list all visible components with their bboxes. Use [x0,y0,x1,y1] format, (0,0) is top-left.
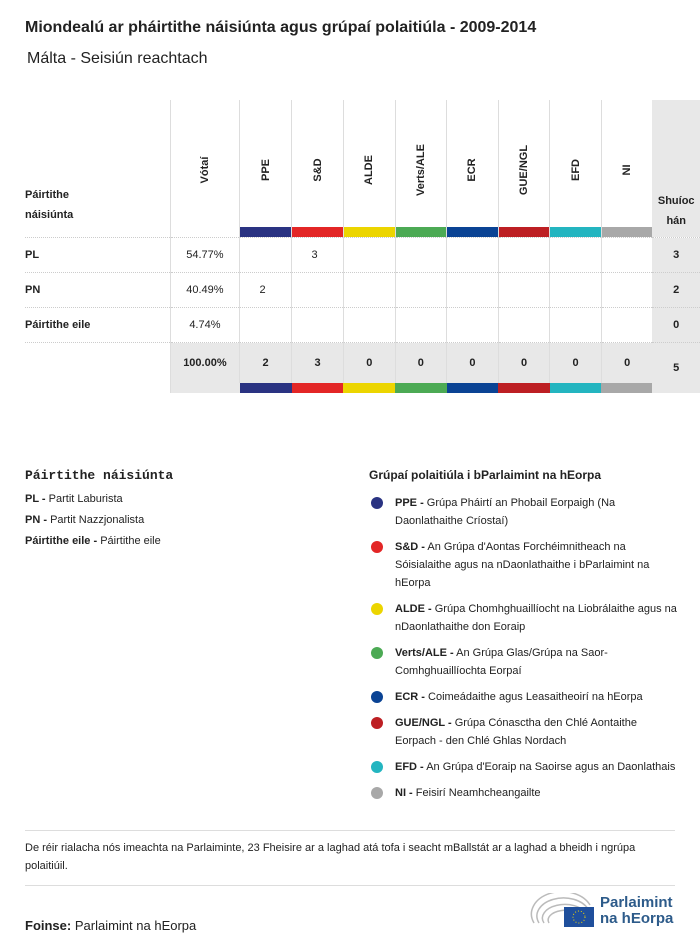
group-legend-text [395,688,643,706]
group-color-dot-icon [371,497,383,509]
party-name: PL [25,238,170,273]
seat-cell [550,273,602,308]
seat-cell [240,308,292,343]
page-subtitle: Málta - Seisiún reachtach [27,50,208,67]
group-full-name: An Grúpa d'Eoraip na Saoirse agus an Daonlathais [426,761,676,773]
groups-legend-title: Grúpaí polaitiúla i bParlaimint na hEorpa [369,468,602,482]
party-full-name: Partit Laburista [48,493,123,505]
group-color-dot-icon [371,787,383,799]
seat-cell [395,238,447,273]
group-color-bar [550,227,601,237]
group-color-bar [240,227,291,237]
footnote: De réir rialacha nós imeachta na Parlaiminte, 23 Fheisire ar a laghad atá tofa i seacht mBallstát ar a laghad a bheidh i ngrúpa polaitiúil. [25,830,675,886]
group-total: 0 [343,343,395,384]
group-full-name: An Grúpa d'Aontas Forchéimnitheach na Sóisialaithe agus na nDaonlathaithe i bParlaimint na hEorpa [395,541,650,589]
group-full-name: An Grúpa Glas/Grúpa na Saor-Comhghuaillíochta Eorpaí [395,647,608,677]
group-color-bar [292,227,343,237]
national-legend-item [25,535,173,547]
seat-cell [447,238,499,273]
group-color-bar [498,383,550,393]
source-text: Parlaimint na hEorpa [74,918,197,933]
group-abbr: ECR - [395,691,425,703]
totals-blank [25,343,170,384]
seat-cell [601,238,652,273]
seat-cell [292,308,344,343]
group-total: 3 [292,343,344,384]
page-title: Miondealú ar pháirtithe náisiúnta agus grúpaí polaitiúla - 2009-2014 [25,19,537,36]
group-color-bar [240,383,292,393]
group-total: 0 [447,343,499,384]
group-color-bar [395,383,447,393]
party-abbr: Páirtithe eile - [25,535,98,547]
national-legend-title: Páirtithe náisiúnta [25,468,174,483]
grand-total: 5 [652,343,700,394]
seat-cell: 2 [240,273,292,308]
seat-cell [395,308,447,343]
group-abbr: ALDE - [395,603,432,615]
seat-cell [498,308,550,343]
group-full-name: Grúpa Chomhghuaillíocht na Liobrálaithe agus na nDaonlathaithe don Eoraip [395,603,677,633]
group-color-bar [396,227,447,237]
group-legend-item [369,538,679,592]
group-header [292,100,344,238]
seat-cell [550,238,602,273]
group-total: 0 [498,343,550,384]
group-header [395,100,447,238]
votes-header [170,100,239,238]
party-abbr: PL - [25,493,46,505]
group-legend-item [369,758,679,776]
group-color-dot-icon [371,761,383,773]
votes-total: 100.00% [170,343,239,384]
groups-legend [369,468,679,810]
group-color-bar [601,383,652,393]
logo-text-1: Parlaimint [600,894,673,911]
seat-cell [601,273,652,308]
seats-header [652,100,700,238]
seat-cell [395,273,447,308]
group-legend-text [395,714,679,750]
group-legend-item [369,600,679,636]
group-header-label: EFD [569,159,582,181]
logo-text-2: na hEorpa [600,910,674,927]
group-header-label: ECR [466,158,479,182]
group-legend-text [395,644,679,680]
national-legend-item [25,514,173,526]
votes-header-label: Vótaí [198,156,211,184]
seats-table [25,100,700,393]
group-legend-item [369,688,679,706]
total-seats-cell: 2 [652,273,700,308]
group-full-name: Coimeádaithe agus Leasaitheoirí na hEorpa [428,691,643,703]
party-full-name: Páirtithe eile [100,535,161,547]
group-full-name: Grúpa Pháirtí an Phobail Eorpaigh (Na Daonlathaithe Críostaí) [395,497,616,527]
group-color-bar [550,383,602,393]
group-color-bar [447,383,499,393]
seat-cell [550,308,602,343]
group-header-label: ALDE [363,155,376,185]
group-legend-item [369,714,679,750]
national-legend [25,468,173,556]
group-abbr: PPE - [395,497,424,509]
seat-cell [343,308,395,343]
seat-cell [343,238,395,273]
group-legend-item [369,784,679,802]
group-color-dot-icon [371,691,383,703]
party-abbr: PN - [25,514,47,526]
group-header-label: PPE [259,158,272,182]
seat-cell [447,273,499,308]
group-color-bar [499,227,550,237]
seat-cell [498,238,550,273]
group-header-label: S&D [311,158,324,182]
group-color-bar [602,227,653,237]
group-abbr: NI - [395,787,413,799]
source [25,918,196,933]
group-legend-text [395,538,679,592]
group-header [601,100,652,238]
source-label: Foinse: [25,918,72,933]
group-color-bar [447,227,498,237]
national-legend-item [25,493,173,505]
table-row [25,308,700,343]
votes-cell: 40.49% [170,273,239,308]
group-legend-item [369,494,679,530]
table-row [25,273,700,308]
seat-cell [343,273,395,308]
seat-cell [601,308,652,343]
totals-bar-row [25,383,700,393]
group-header [498,100,550,238]
blank [170,383,239,393]
party-header-label: Páirtithe náisiúnta [25,189,74,221]
seats-header-label: Shuíochán [657,195,695,227]
header-row [25,100,700,238]
group-header-label: GUE/NGL [518,144,530,196]
group-abbr: S&D - [395,541,425,553]
table-row [25,238,700,273]
group-full-name: Feisirí Neamhcheangailte [415,787,541,799]
group-header [550,100,602,238]
group-color-dot-icon [371,603,383,615]
group-legend-item [369,644,679,680]
group-full-name: Grúpa Cónasctha den Chlé Aontaithe Eorpach - den Chlé Ghlas Nordach [395,717,637,747]
group-color-bar [344,227,395,237]
group-color-dot-icon [371,541,383,553]
group-legend-text [395,758,675,776]
group-legend-text [395,784,541,802]
group-abbr: GUE/NGL - [395,717,452,729]
group-total: 0 [550,343,602,384]
seat-cell [240,238,292,273]
group-abbr: Verts/ALE - [395,647,454,659]
totals-row [25,343,700,384]
party-header [25,100,170,238]
group-header-label: NI [621,164,634,176]
group-abbr: EFD - [395,761,424,773]
ep-logo [530,893,673,929]
party-full-name: Partit Nazzjonalista [50,514,145,526]
votes-cell: 54.77% [170,238,239,273]
group-color-dot-icon [371,647,383,659]
group-total: 0 [601,343,652,384]
group-legend-text [395,494,679,530]
blank [25,383,170,393]
seat-cell [292,273,344,308]
group-header [240,100,292,238]
party-name: Páirtithe eile [25,308,170,343]
votes-cell: 4.74% [170,308,239,343]
group-legend-text [395,600,679,636]
total-seats-cell: 3 [652,238,700,273]
group-header-label: Verts/ALE [414,144,427,196]
group-header [447,100,499,238]
seat-cell: 3 [292,238,344,273]
group-color-dot-icon [371,717,383,729]
group-header [343,100,395,238]
parliament-logo-icon [530,893,596,929]
total-seats-cell: 0 [652,308,700,343]
group-total: 2 [240,343,292,384]
party-name: PN [25,273,170,308]
group-color-bar [343,383,395,393]
seat-cell [498,273,550,308]
group-color-bar [292,383,344,393]
group-total: 0 [395,343,447,384]
seat-cell [447,308,499,343]
